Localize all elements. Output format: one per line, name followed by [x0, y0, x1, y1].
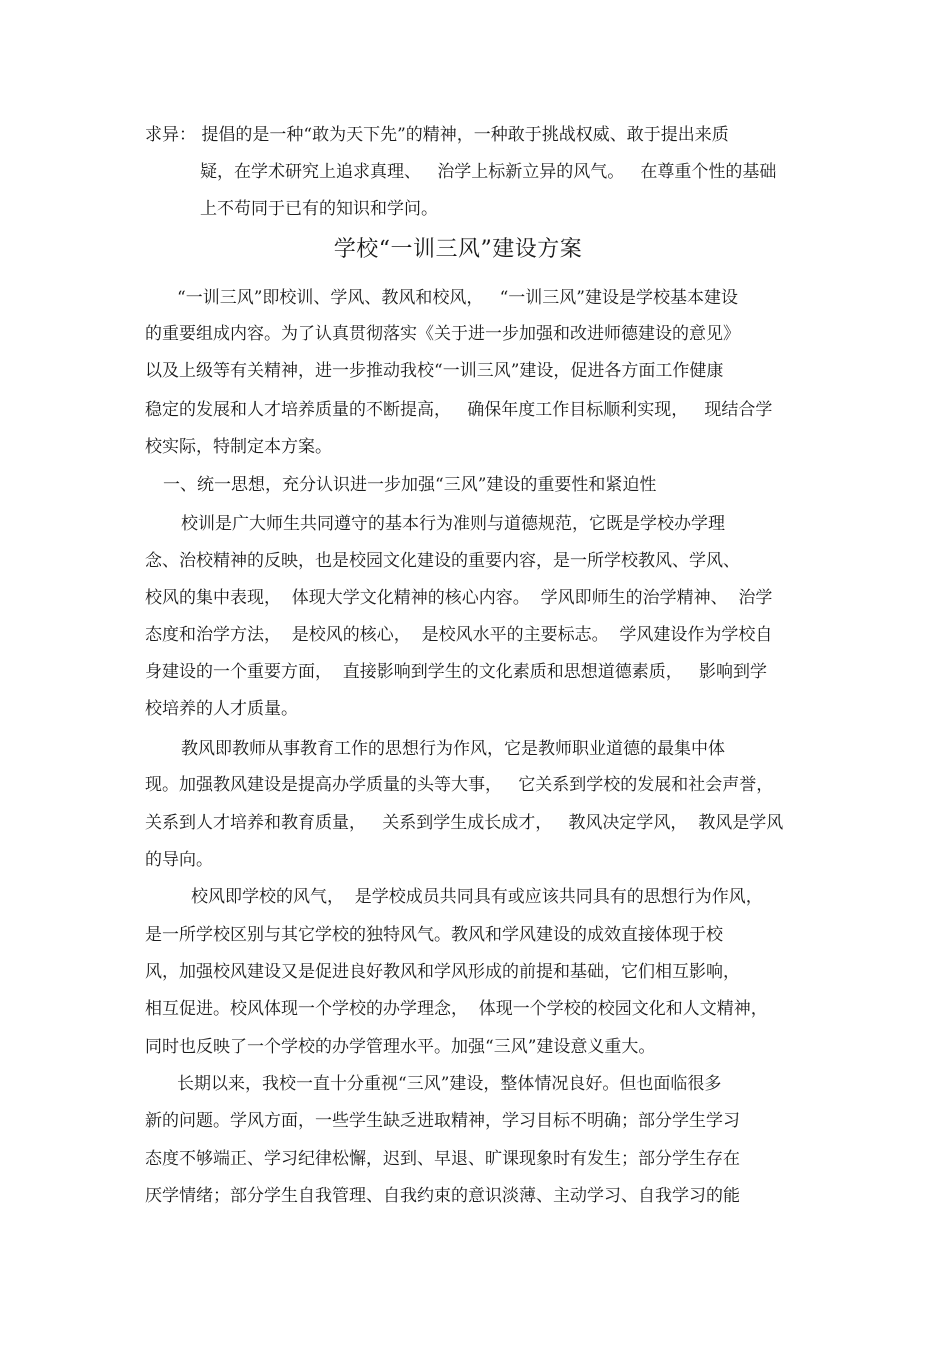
paragraph-line: 校培养的人才质量。	[145, 699, 298, 719]
section-heading: 一、统一思想，充分认识进一步加强“三风”建设的重要性和紧迫性	[163, 475, 657, 495]
paragraph-line: 校风的集中表现， 体现大学文化精神的核心内容。 学风即师生的治学精神、 治学	[145, 588, 773, 608]
paragraph-line: 校风即学校的风气， 是学校成员共同具有或应该共同具有的思想行为作风，	[191, 887, 763, 907]
paragraph-line: 现。加强教风建设是提高办学质量的头等大事， 它关系到学校的发展和社会声誉，	[145, 775, 774, 795]
paragraph-line: 态度不够端正、学习纪律松懈，迟到、早退、旷课现象时有发生；部分学生存在	[145, 1149, 740, 1169]
paragraph-line: 关系到人才培养和教育质量， 关系到学生成长成才， 教风决定学风， 教风是学风	[145, 813, 784, 833]
intro-line: 求异： 提倡的是一种“敢为天下先”的精神，一种敢于挑战权威、敢于提出来质	[145, 125, 729, 145]
paragraph-line: 教风即教师从事教育工作的思想行为作风，它是教师职业道德的最集中体	[181, 739, 725, 759]
paragraph-line: 新的问题。学风方面，一些学生缺乏进取精神，学习目标不明确；部分学生学习	[145, 1111, 740, 1131]
document-title: 学校“一训三风”建设方案	[333, 237, 583, 262]
paragraph-line: 风，加强校风建设又是促进良好教风和学风形成的前提和基础，它们相互影响，	[145, 962, 740, 982]
paragraph-line: 相互促进。校风体现一个学校的办学理念， 体现一个学校的校园文化和人文精神，	[145, 999, 768, 1019]
paragraph-line: 校实际，特制定本方案。	[145, 437, 332, 457]
paragraph-line: 的重要组成内容。为了认真贯彻落实《关于进一步加强和改进师德建设的意见》	[145, 324, 740, 344]
paragraph-line: 念、治校精神的反映，也是校园文化建设的重要内容，是一所学校教风、学风、	[145, 551, 740, 571]
paragraph-line: 态度和治学方法， 是校风的核心， 是校风水平的主要标志。 学风建设作为学校自	[145, 625, 773, 645]
paragraph-line: 身建设的一个重要方面， 直接影响到学生的文化素质和思想道德素质， 影响到学	[145, 662, 768, 682]
paragraph-line: 以及上级等有关精神，进一步推动我校“一训三风”建设，促进各方面工作健康	[145, 361, 724, 381]
paragraph-line: “一训三风”即校训、学风、教风和校风， “一训三风”建设是学校基本建设	[177, 288, 738, 308]
paragraph-line: 是一所学校区别与其它学校的独特风气。教风和学风建设的成效直接体现于校	[145, 925, 723, 945]
paragraph-line: 校训是广大师生共同遵守的基本行为准则与道德规范，它既是学校办学理	[181, 514, 725, 534]
paragraph-line: 稳定的发展和人才培养质量的不断提高， 确保年度工作目标顺利实现， 现结合学	[145, 400, 773, 420]
paragraph-line: 同时也反映了一个学校的办学管理水平。加强“三风”建设意义重大。	[145, 1037, 656, 1057]
paragraph-line: 长期以来，我校一直十分重视“三风”建设，整体情况良好。但也面临很多	[177, 1074, 722, 1094]
paragraph-line: 的导向。	[145, 850, 213, 870]
paragraph-line: 厌学情绪；部分学生自我管理、自我约束的意识淡薄、主动学习、自我学习的能	[145, 1186, 740, 1206]
intro-line: 上不苟同于已有的知识和学问。	[200, 199, 438, 219]
intro-line: 疑，在学术研究上追求真理、 治学上标新立异的风气。 在尊重个性的基础	[200, 162, 777, 182]
